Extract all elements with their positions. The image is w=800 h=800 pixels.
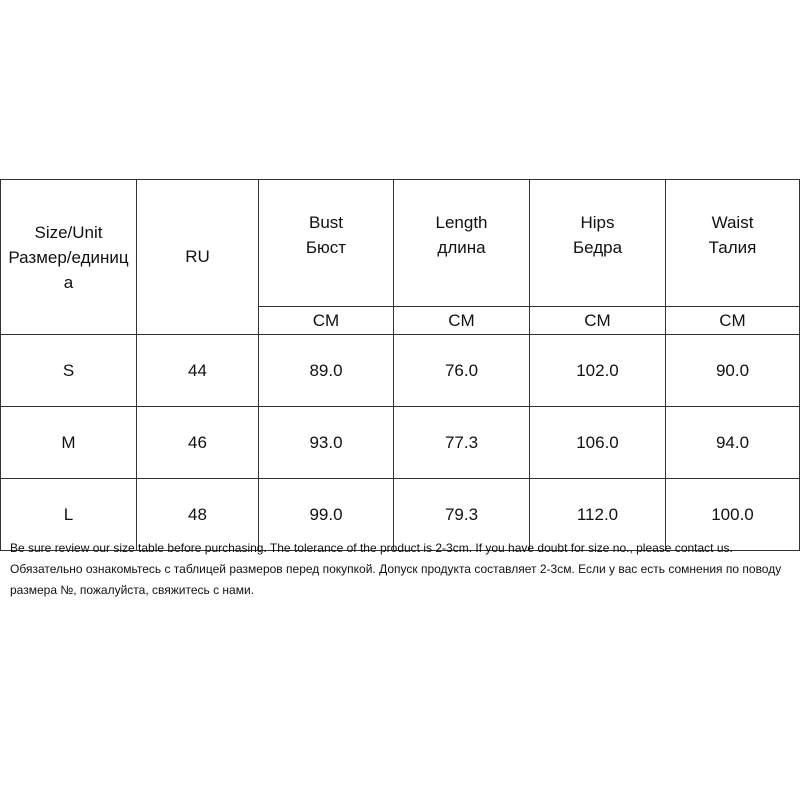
cell-size: L <box>1 479 137 551</box>
header-bust-ru: Бюст <box>305 238 347 257</box>
header-size-unit-ru-wrap: а <box>63 272 74 292</box>
header-length-en: Length <box>435 213 488 232</box>
disclaimer-russian: Обязательно ознакомьтесь с таблицей размеров перед покупкой. Допуск продукта составляет 2-3см. Если у вас есть сомнения по поводу размера №, пожалуйста, свяжитесь с нами. <box>10 562 782 597</box>
table-row <box>1 407 800 479</box>
cell-waist: 100.0 <box>666 479 800 551</box>
cell-length: 77.3 <box>394 407 530 479</box>
cell-length: 76.0 <box>394 335 530 407</box>
unit-length: CM <box>394 307 530 335</box>
cell-waist: 90.0 <box>666 335 800 407</box>
header-ru-label: RU <box>185 246 210 266</box>
header-size-unit-en: Size/Unit <box>34 222 103 242</box>
unit-bust: CM <box>259 307 394 335</box>
header-size-unit-ru: Размер/единиц <box>8 247 129 267</box>
cell-length: 79.3 <box>394 479 530 551</box>
header-hips-ru: Бедра <box>572 238 623 257</box>
cell-ru: 46 <box>137 407 259 479</box>
header-length-ru: длина <box>437 238 486 257</box>
header-size-unit <box>1 180 137 335</box>
header-bust-en: Bust <box>308 213 344 232</box>
cell-hips: 112.0 <box>530 479 666 551</box>
unit-waist: CM <box>666 307 800 335</box>
cell-ru: 44 <box>137 335 259 407</box>
table-row <box>1 335 800 407</box>
cell-bust: 89.0 <box>259 335 394 407</box>
cell-hips: 102.0 <box>530 335 666 407</box>
header-waist-en: Waist <box>711 213 754 232</box>
cell-hips: 106.0 <box>530 407 666 479</box>
header-waist-ru: Талия <box>708 238 757 257</box>
cell-ru: 48 <box>137 479 259 551</box>
cell-waist: 94.0 <box>666 407 800 479</box>
cell-bust: 99.0 <box>259 479 394 551</box>
size-disclaimer <box>10 538 795 601</box>
header-hips-en: Hips <box>580 213 615 232</box>
size-chart-table <box>0 179 800 551</box>
cell-size: S <box>1 335 137 407</box>
header-length <box>394 180 530 307</box>
table-header-row <box>1 180 800 307</box>
header-waist <box>666 180 800 307</box>
unit-hips: CM <box>530 307 666 335</box>
cell-bust: 93.0 <box>259 407 394 479</box>
header-ru <box>137 180 259 335</box>
header-hips <box>530 180 666 307</box>
cell-size: M <box>1 407 137 479</box>
disclaimer-english: Be sure review our size table before purchasing. The tolerance of the product is 2-3cm. If you have doubt for size no., please contact us. <box>10 541 733 555</box>
header-bust <box>259 180 394 307</box>
